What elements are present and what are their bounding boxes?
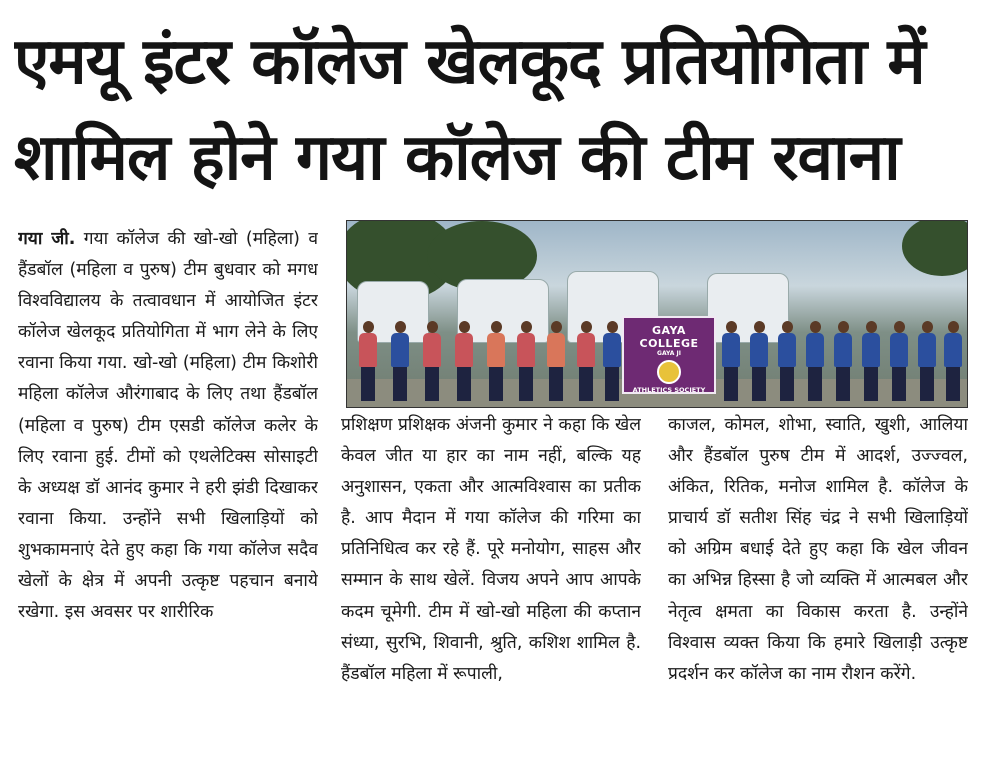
headline [14,14,972,206]
player [359,321,377,401]
player [487,321,505,401]
headline-line-2: शामिल होने गया कॉलेज की टीम रवाना [14,121,900,195]
article-column-3 [668,410,968,762]
player [806,321,824,401]
article-text-3: काजल, कोमल, शोभा, स्वाति, खुशी, आलिया और हैंडबॉल पुरुष टीम में आदर्श, उज्ज्वल, अंकित, रितिक, मनोज शामिल है. कॉलेज के प्राचार्य डॉ सतीश सिंह चंद्र ने सभी खिलाड़ियों को अग्रिम बधाई देते हुए कहा कि खेल जीवन का अभिन्न हिस्सा है जो व्यक्ति में आत्मबल और नेतृत्व क्षमता का विकास करता है. उन्होंने विश्वास व्यक्त किया कि हमारे खिलाड़ी उत्कृष्ट प्रदर्शन कर कॉलेज का नाम रौशन करेंगे. [668,415,968,684]
article-column-1 [18,224,318,764]
article-text-1: गया कॉलेज की खो-खो (महिला) व हैंडबॉल (महिला व पुरुष) टीम बुधवार को मगध विश्वविद्यालय के तत्वावधान में आयोजित इंटर कॉलेज खेलकूद प्रतियोगिता में भाग लेने के लिए रवाना किया गया. खो-खो (महिला) टीम किशोरी महिला कॉलेज औरंगाबाद के लिए तथा हैंडबॉल (महिला व पुरुष) टीम एसडी कॉलेज कलेर के लिए रवाना हुई. टीमों को एथलेटिक्स सोसाइटी के अध्यक्ष डॉ आनंद कुमार ने हरी झंडी दिखाकर रवाना किया. उन्होंने सभी खिलाड़ियों को शुभकामनाएं देते हुए कहा कि गया कॉलेज सदैव खेलों के क्षेत्र में अपनी उत्कृष्ट पहचान बनाये रखेगा. इस अवसर पर शारीरिक [18,229,318,623]
banner-title: GAYA COLLEGE [639,324,699,350]
player [862,321,880,401]
player [391,321,409,401]
college-seal-icon [657,360,681,384]
player [547,321,565,401]
player [750,321,768,401]
article-text-2: प्रशिक्षण प्रशिक्षक अंजनी कुमार ने कहा कि खेल केवल जीत या हार का नाम नहीं, बल्कि यह अनुशासन, एकता और आत्मविश्वास का प्रतीक है. आप मैदान में गया कॉलेज की गरिमा का प्रतिनिधित्व कर रहे हैं. पूरे मनोयोग, साहस और सम्मान के साथ खेलें. विजय अपने आप आपके कदम चूमेगी. टीम में खो-खो महिला की कप्तान संध्या, सुरभि, शिवानी, श्रुति, कशिश शामिल है. हैंडबॉल महिला में रूपाली, [341,415,641,684]
player [918,321,936,401]
team-photo [346,220,968,408]
player [722,321,740,401]
player [778,321,796,401]
player [603,321,621,401]
banner-subtitle: GAYA JI [657,350,681,357]
player [834,321,852,401]
article-column-2 [341,410,641,762]
banner-bottom: ATHLETICS SOCIETY [632,386,706,394]
tree-right [902,220,968,276]
headline-line-1: एमयू इंटर कॉलेज खेलकूद प्रतियोगिता में [14,25,925,99]
vehicle-4 [707,273,789,343]
player [423,321,441,401]
player [944,321,962,401]
player [517,321,535,401]
player [577,321,595,401]
player [890,321,908,401]
player [455,321,473,401]
dateline: गया जी. [18,229,76,249]
college-banner [622,316,716,394]
